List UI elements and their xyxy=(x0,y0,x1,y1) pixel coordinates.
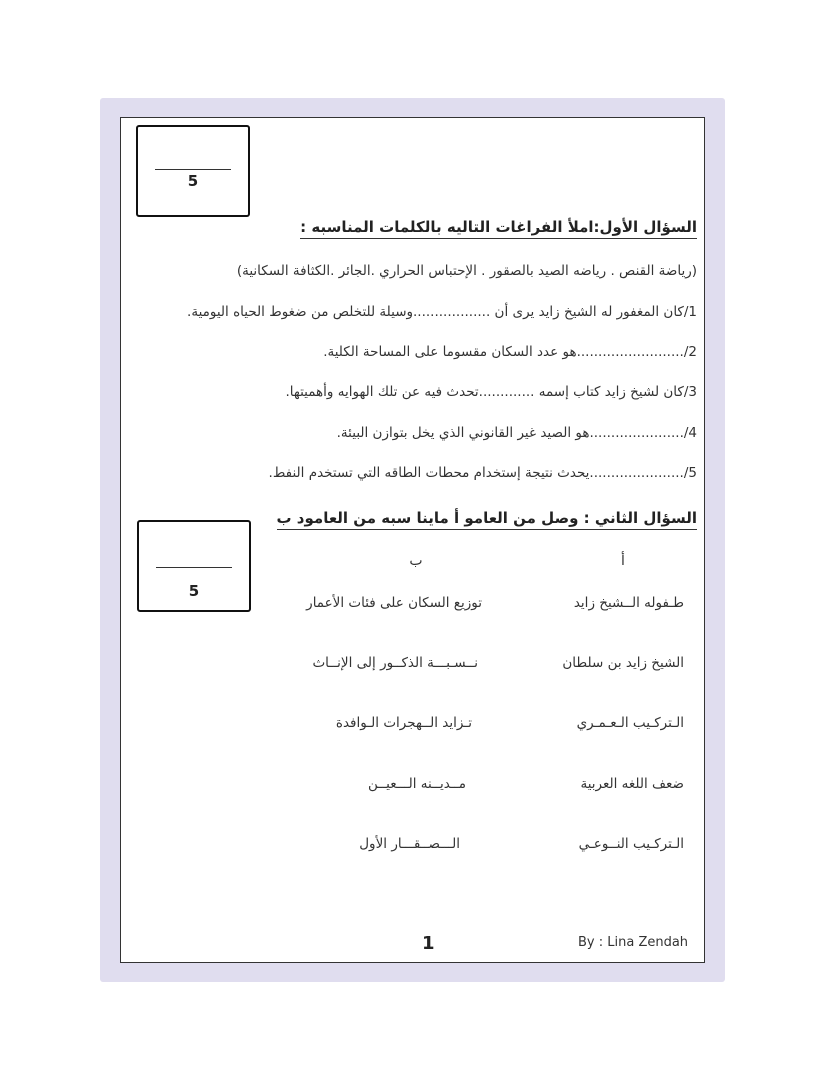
column-a-item-1: طـفوله الــشيخ زايد xyxy=(573,595,684,611)
score-box-q2 xyxy=(137,520,251,612)
column-b-header: ب xyxy=(409,553,423,569)
column-b-item-1: توزيع السكان على فئات الأعمار xyxy=(306,595,482,611)
column-a-item-5: الـتركـيب النــوعـي xyxy=(578,836,684,852)
column-a-item-2: الشيخ زايد بن سلطان xyxy=(562,655,684,671)
q2-heading: السؤال الثاني : وصل من العامو أ ماينا سبه من العامود ب xyxy=(277,509,697,530)
score-line xyxy=(155,169,231,170)
column-b-item-5: الـــصــقـــار الأول xyxy=(359,836,460,852)
author-credit: By : Lina Zendah xyxy=(578,935,689,950)
column-b-item-3: تـزايد الــهجرات الـوافدة xyxy=(335,715,472,731)
column-b-item-2: نــسـبـــة الذكــور إلى الإنــاث xyxy=(312,655,478,671)
score-line xyxy=(156,567,232,568)
column-a-item-3: الـتركـيب الـعـمـري xyxy=(576,715,684,731)
score-box-q1 xyxy=(136,125,250,217)
q1-item-2: 2/.........................هو عدد السكان مقسوما على المساحة الكلية. xyxy=(323,344,697,360)
q1-heading: السؤال الأول:املأ الفراغات التاليه بالكلمات المناسبه : xyxy=(300,218,697,239)
column-a-item-4: ضعف اللغه العربية xyxy=(580,776,684,792)
score-max: 5 xyxy=(188,582,200,600)
q1-item-4: 4/......................هو الصيد غير القانوني الذي يخل بتوازن البيئة. xyxy=(336,425,697,441)
page-number: 1 xyxy=(422,933,435,954)
column-a-header: أ xyxy=(621,553,625,569)
q1-item-1: 1/كان المغفور له الشيخ زايد يرى أن ..................وسيلة للتخلص من ضغوط الحياه اليومية. xyxy=(187,304,697,320)
q1-word-bank: (رياضة القنص . رياضه الصيد بالصقور . الإحتباس الحراري .الجائر .الكثافة السكانية) xyxy=(236,263,697,279)
score-max: 5 xyxy=(187,172,199,190)
q1-item-3: 3/كان لشيخ زايد كتاب إسمه .............تحدث فيه عن تلك الهوايه وأهميتها. xyxy=(285,384,697,400)
column-b-item-4: مــديــنه الـــعيــن xyxy=(367,776,466,792)
q1-item-5: 5/......................يحدث نتيجة إستخدام محطات الطاقه التي تستخدم النفط. xyxy=(268,465,697,481)
